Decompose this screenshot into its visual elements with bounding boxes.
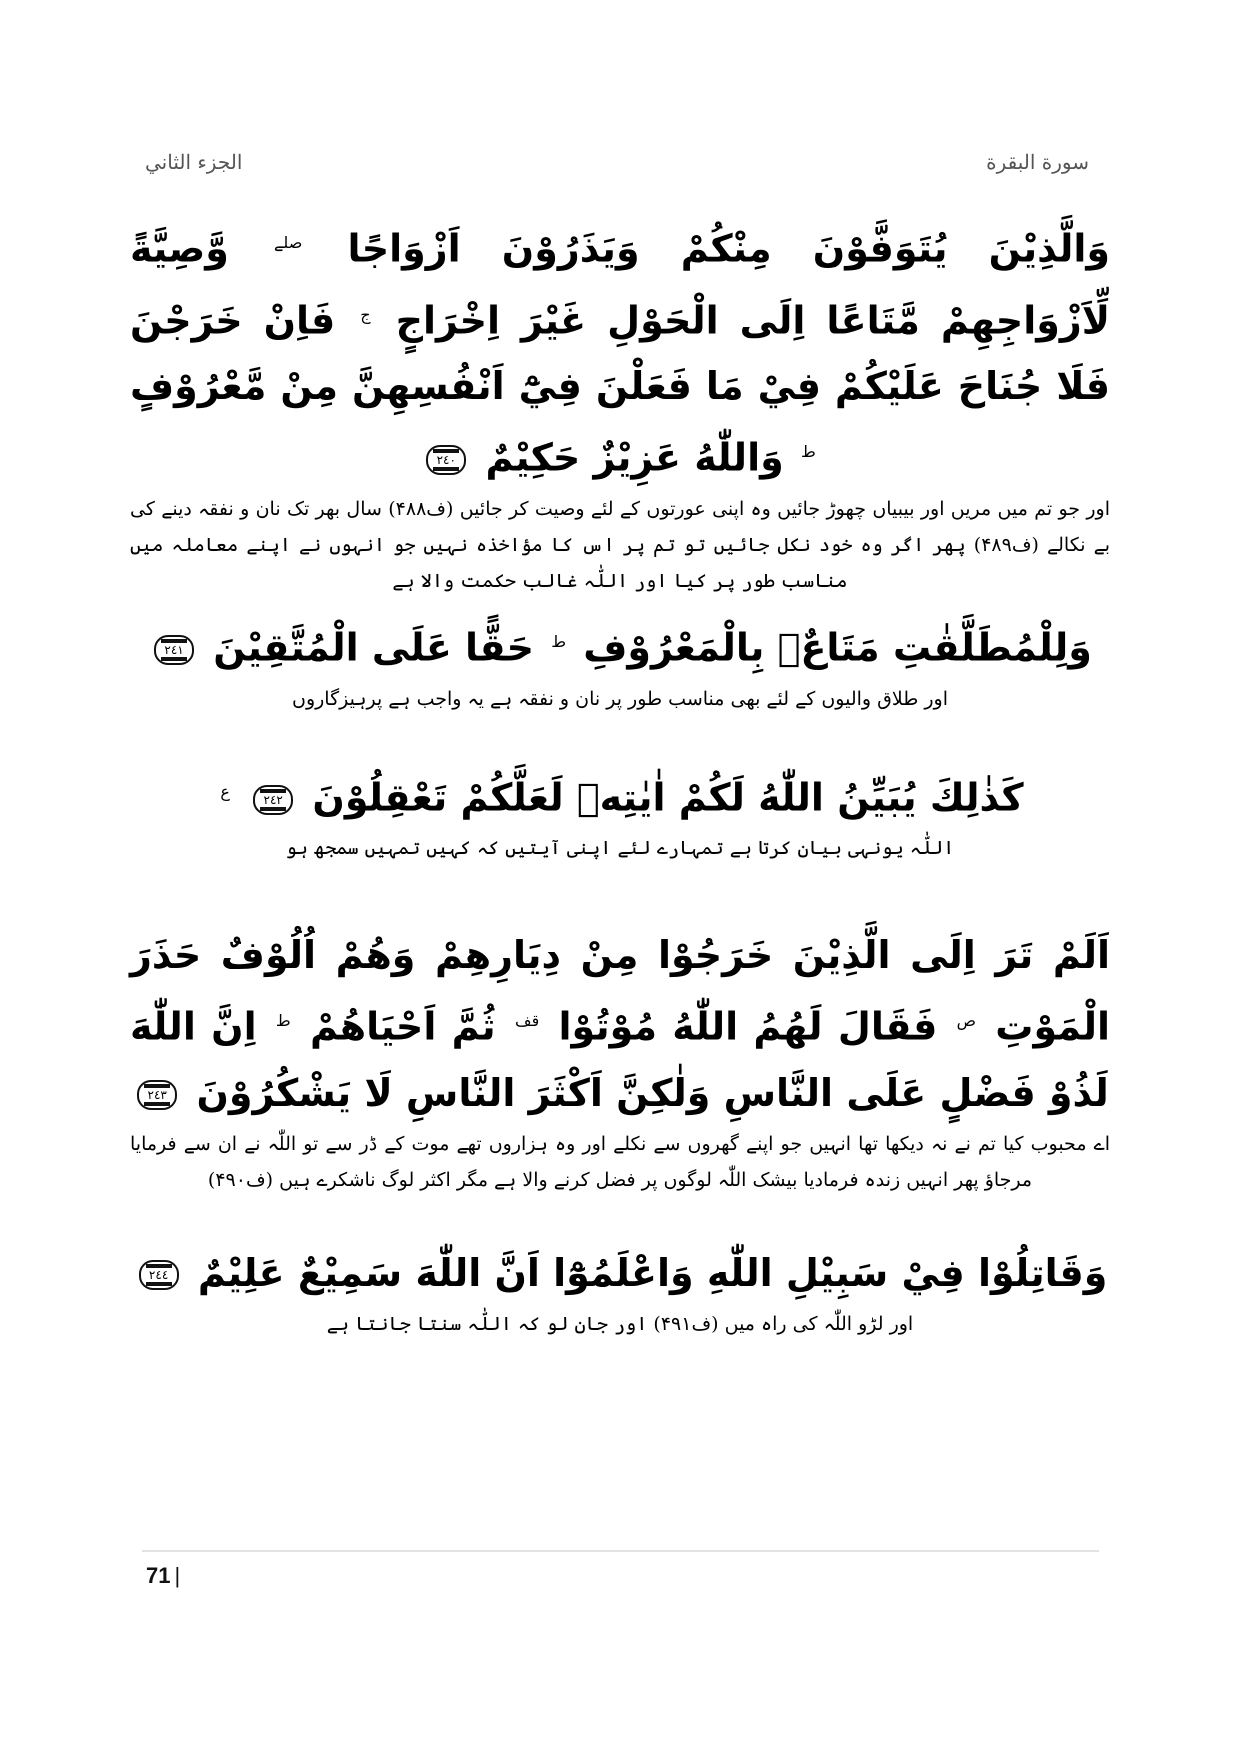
ayah-end-marker-icon <box>139 1260 179 1290</box>
arabic-text <box>130 210 1110 491</box>
waqf-mark: ج <box>360 304 371 324</box>
arabic-segment: حَقًّا عَلَى الْمُتَّقِيْنَ <box>213 625 535 670</box>
arabic-segment: وَلِلْمُطَلَّقٰتِ مَتَاعٌۢ بِالْمَعْرُوْفِ <box>583 625 1092 670</box>
arabic-text <box>130 609 1110 681</box>
ayah-number: ٢٤٣ <box>147 1088 167 1103</box>
surah-heading: سورة البقرة <box>986 150 1089 174</box>
waqf-mark: صلے <box>274 233 303 252</box>
arabic-segment: وَقَاتِلُوْا فِيْ سَبِيْلِ اللّٰهِ وَاعْلَمُوْٓا اَنَّ اللّٰهَ سَمِيْعٌ عَلِيْمٌ <box>197 1250 1108 1295</box>
ruku-mark: ع <box>220 781 230 801</box>
waqf-mark: ص <box>956 1011 976 1031</box>
arabic-text <box>130 922 1110 1126</box>
ayah-end-marker-icon <box>253 785 293 815</box>
page-number <box>146 1563 180 1589</box>
ayah-end-marker-icon <box>137 1080 177 1110</box>
arabic-segment: كَذٰلِكَ يُبَيِّنُ اللّٰهُ لَكُمْ اٰيٰتِهٖ لَعَلَّكُمْ تَعْقِلُوْنَ <box>312 775 1024 820</box>
arabic-text <box>130 759 1110 831</box>
ayah-number: ٢٤٠ <box>436 453 456 468</box>
verse-243 <box>130 922 1110 1198</box>
ayah-end-marker-icon <box>154 635 194 665</box>
arabic-segment: فَقَالَ لَهُمُ اللّٰهُ مُوْتُوْا <box>558 1004 938 1049</box>
arabic-segment: فَاِنْ خَرَجْنَ فَلَا جُنَاحَ عَلَيْكُمْ فِيْ مَا فَعَلْنَ فِيْٓ اَنْفُسِهِنَّ مِنْ مَّعْرُوْفٍ <box>130 298 1110 409</box>
arabic-segment: اِنَّ اللّٰهَ لَذُوْ فَضْلٍ عَلَى النَّاسِ وَلٰكِنَّ اَكْثَرَ النَّاسِ لَا يَشْكُرُوْنَ <box>130 1004 1109 1115</box>
arabic-segment: ثُمَّ اَحْيَاهُمْ <box>310 1004 496 1049</box>
arabic-text <box>130 1240 1110 1306</box>
urdu-translation: اور طلاق والیوں کے لئے بھی مناسب طور پر نان و نفقہ ہے یہ واجب ہے پرہیزگاروں <box>291 687 948 710</box>
urdu-translation: اور جو تم میں مریں اور بیبیاں چھوڑ جائیں وہ اپنی عورتوں کے لئے وصیت کر جائیں (ف۴۸۸) سال بھر تک نان و نفقہ دینے کی بے نکالے (ف۴۸۹) پھر اگر وہ خود نکل جائیں تو تم پر اس کا مؤاخذہ نہیں جو انہوں نے اپنے معاملہ میں مناسب طور پر کیا اور اللّٰہ غالب حکمت والا ہے <box>130 497 1110 592</box>
verse-242 <box>130 759 1110 867</box>
verse-240 <box>130 210 1110 599</box>
verse-244 <box>130 1240 1110 1342</box>
urdu-translation: اے محبوب کیا تم نے نہ دیکھا تھا انہیں جو اپنے گھروں سے نکلے اور وہ ہزاروں تھے موت کے ڈر سے تو اللّٰہ نے ان سے فرمایا مرجاؤ پھر انہیں زندہ فرمادیا بیشک اللّٰہ لوگوں پر فضل کرنے والا ہے مگر اکثر لوگ ناشکرے ہیں (ف۴۹۰) <box>130 1132 1110 1191</box>
urdu-translation: اور لڑو اللّٰہ کی راہ میں (ف۴۹۱) اور جان لو کہ اللّٰہ سنتا جانتا ہے <box>326 1312 914 1335</box>
waqf-mark: ط <box>800 442 816 462</box>
waqf-mark: قف <box>515 1011 540 1031</box>
verse-241 <box>130 609 1110 717</box>
ayah-number: ٢٤١ <box>164 643 184 658</box>
ayah-end-marker-icon <box>426 445 466 475</box>
ayah-number: ٢٤٤ <box>148 1268 169 1283</box>
ayah-number: ٢٤٢ <box>263 792 283 807</box>
urdu-translation: اللّٰہ یونہی بیان کرتا ہے تمہارے لئے اپنی آیتیں کہ کہیں تمہیں سمجھ ہو <box>285 837 955 860</box>
juz-heading: الجزء الثاني <box>145 150 243 174</box>
arabic-segment: وَالَّذِيْنَ يُتَوَفَّوْنَ مِنْكُمْ وَيَذَرُوْنَ اَزْوَاجًا <box>347 226 1110 271</box>
arabic-segment: وَاللّٰهُ عَزِيْزٌ حَكِيْمٌ <box>485 435 784 480</box>
waqf-mark: ط <box>275 1011 291 1031</box>
page-content <box>130 210 1110 1342</box>
page-number-value: 71 <box>146 1563 171 1588</box>
footer-divider <box>142 1550 1099 1552</box>
waqf-mark: ط <box>551 631 567 651</box>
arabic-segment: اَلَمْ تَرَ اِلَى الَّذِيْنَ خَرَجُوْا مِنْ دِيَارِهِمْ وَهُمْ اُلُوْفٌ حَذَرَ الْمَوْتِ <box>130 933 1111 1049</box>
page-number-separator: | <box>174 1563 181 1588</box>
arabic-segment: وَّصِيَّةً لِّاَزْوَاجِهِمْ مَّتَاعًا اِلَى الْحَوْلِ غَيْرَ اِخْرَاجٍ <box>130 226 1111 343</box>
